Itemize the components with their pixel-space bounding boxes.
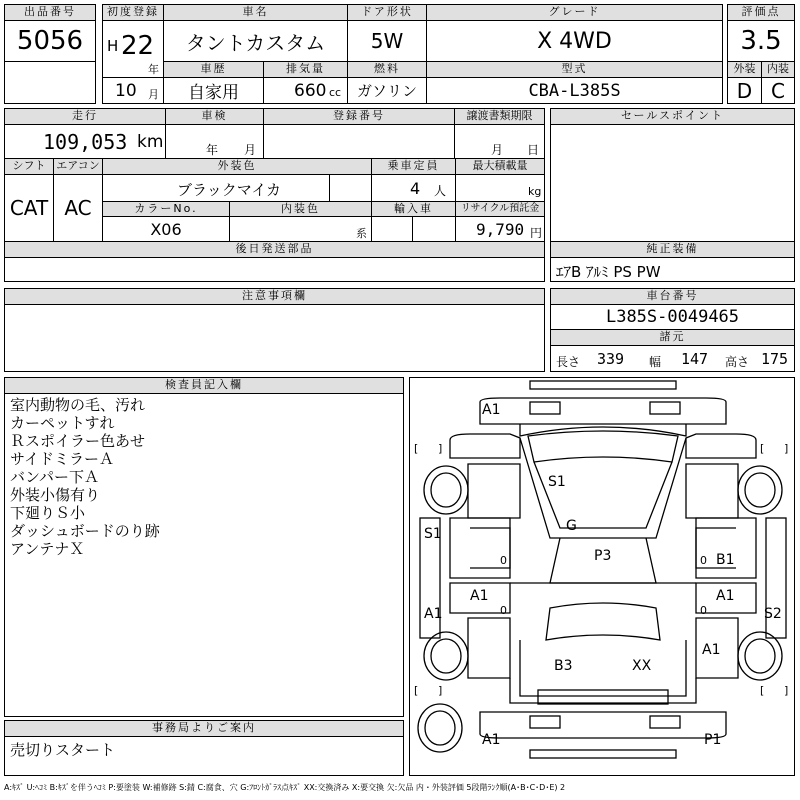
name-label: 車名 xyxy=(163,4,348,21)
svg-text:[: [ xyxy=(760,442,765,455)
mark-roof-rear: P3 xyxy=(594,548,612,564)
svg-text:0: 0 xyxy=(500,554,507,567)
office-text: 売切りスタート xyxy=(10,741,116,759)
import-label: 輸入車 xyxy=(371,201,456,217)
mark-rear-bumper-right: P1 xyxy=(704,732,722,748)
later-parts-box xyxy=(4,257,545,282)
rear-plate-area xyxy=(538,690,668,704)
mark-rear-bumper-left: A1 xyxy=(482,732,501,748)
model-label: 型式 xyxy=(426,61,723,78)
rear-bumper-strip xyxy=(530,750,676,758)
interior-grade: C xyxy=(761,77,795,104)
inspector-line: 外装小傷有り xyxy=(10,486,101,504)
spec-cell xyxy=(550,345,795,372)
height-label: 高さ xyxy=(725,355,750,369)
length-label: 長さ xyxy=(556,355,581,369)
capacity-cell xyxy=(371,174,456,202)
equipment-label: 純正装備 xyxy=(550,241,795,258)
front-plate-left xyxy=(530,402,560,414)
equipment: ｴｱB ｱﾙﾐ PS PW xyxy=(556,263,661,281)
later-parts-label: 後日発送部品 xyxy=(4,241,545,258)
reg-month-cell xyxy=(102,77,164,104)
car-diagram-svg xyxy=(410,378,794,775)
history: 自家用 xyxy=(163,77,264,104)
inspector-line: 室内動物の毛、汚れ xyxy=(10,396,146,414)
color-no-label: カラーNo. xyxy=(102,201,230,217)
interior-label: 内装 xyxy=(761,61,795,78)
mileage-unit: km xyxy=(137,132,164,152)
spec-label: 諸元 xyxy=(550,329,795,346)
front-door-left xyxy=(468,464,520,518)
reg-label: 初度登録 xyxy=(102,4,164,21)
mark-left-lower: A1 xyxy=(424,606,443,622)
front-fender-right xyxy=(686,434,756,458)
mark-right-quarter: A1 xyxy=(716,588,735,604)
inspection-year-unit: 年 xyxy=(206,143,219,157)
score: 3.5 xyxy=(727,20,795,62)
inspection-month-unit: 月 xyxy=(244,143,257,157)
mark-tailgate-left: B3 xyxy=(554,658,573,674)
svg-text:[: [ xyxy=(760,684,765,697)
svg-text:]: ] xyxy=(784,442,789,455)
sales-point-box xyxy=(550,124,795,242)
tailgate xyxy=(520,640,686,696)
int-color-cell xyxy=(229,216,372,242)
roof-panel xyxy=(534,462,672,528)
inspector-line: Ｒスポイラー色あせ xyxy=(10,432,146,450)
plate-label: 登録番号 xyxy=(263,108,455,125)
reg-month: 10 xyxy=(115,81,137,101)
load-unit: kg xyxy=(528,185,542,198)
inspector-line: カーペットすれ xyxy=(10,414,115,432)
load-label: 最大積載量 xyxy=(455,158,545,175)
mark-right-sill: S2 xyxy=(764,606,782,622)
displacement-unit: cc xyxy=(329,86,342,99)
color-extra-cell xyxy=(329,174,372,202)
caution-label: 注意事項欄 xyxy=(4,288,545,305)
reg-year: 22 xyxy=(121,31,155,61)
displacement: 660 xyxy=(294,81,327,101)
rear-fender-left xyxy=(468,618,510,678)
inspector-lines xyxy=(10,396,160,558)
aircon-label: エアコン xyxy=(53,158,103,175)
length: 339 xyxy=(597,350,625,368)
mark-right-rear-door: B1 xyxy=(716,552,735,568)
int-color-unit: 系 xyxy=(356,227,367,240)
mileage-cell xyxy=(4,124,166,159)
door-label: ドア形状 xyxy=(347,4,427,21)
import-cell-b xyxy=(412,216,456,242)
transfer-label: 譲渡書類期限 xyxy=(454,108,545,125)
displacement-cell xyxy=(263,77,348,104)
mark-front-bumper: A1 xyxy=(482,402,501,418)
reg-year-unit: 年 xyxy=(148,63,159,76)
lot-number: 5056 xyxy=(4,20,96,62)
mark-left-sill: S1 xyxy=(424,526,442,542)
exterior-label: 外装 xyxy=(727,61,762,78)
inspector-line: 下廻りＳ小 xyxy=(10,504,86,522)
int-color-label: 内装色 xyxy=(229,201,372,217)
inspector-line: アンテナＸ xyxy=(10,540,85,558)
car-name: タントカスタム xyxy=(163,20,348,62)
capacity-unit: 人 xyxy=(434,184,447,198)
load-cell xyxy=(455,174,545,202)
mark-right-rear-fender: A1 xyxy=(702,642,721,658)
color-label: 外装色 xyxy=(102,158,372,175)
front-plate-right xyxy=(650,402,680,414)
mark-left-quarter: A1 xyxy=(470,588,489,604)
shift-label: シフト xyxy=(4,158,54,175)
shift: CAT xyxy=(4,174,54,242)
history-label: 車歴 xyxy=(163,61,264,78)
svg-text:]: ] xyxy=(438,442,443,455)
inspector-line: ダッシュボードのり跡 xyxy=(10,522,160,540)
svg-text:0: 0 xyxy=(700,604,707,617)
lot-blank xyxy=(4,61,96,104)
transfer-month-unit: 月 xyxy=(491,143,504,157)
capacity: 4 xyxy=(410,179,421,198)
width-label: 幅 xyxy=(649,355,662,369)
sales-label: セールスポイント xyxy=(550,108,795,125)
front-fender-left xyxy=(450,434,520,458)
rear-door-right xyxy=(696,518,756,578)
mileage: 109,053 xyxy=(43,130,128,154)
recycle-unit: 円 xyxy=(530,226,543,240)
recycle-label: リサイクル預託金 xyxy=(455,201,545,217)
rear-door-left xyxy=(450,518,510,578)
inspection-cell xyxy=(165,124,264,159)
import-cell-a xyxy=(371,216,413,242)
windshield-area xyxy=(528,431,678,462)
color-name: ブラックマイカ xyxy=(177,181,281,199)
color-cell xyxy=(102,174,330,202)
transfer-day-unit: 日 xyxy=(527,143,540,157)
color-no: X06 xyxy=(102,216,230,242)
score-label: 評価点 xyxy=(727,4,795,21)
plate-cell xyxy=(263,124,455,159)
fuel-label: 燃料 xyxy=(347,61,427,78)
rear-window xyxy=(546,603,660,640)
front-bumper-strip xyxy=(530,381,676,389)
caution-box xyxy=(4,304,545,372)
reg-era: H xyxy=(107,37,119,55)
inspection-label: 車検 xyxy=(165,108,264,125)
lot-label: 出品番号 xyxy=(4,4,96,21)
fuel: ガソリン xyxy=(347,77,427,104)
rear-bumper xyxy=(480,712,726,738)
model-code: CBA-L385S xyxy=(426,77,723,104)
svg-text:0: 0 xyxy=(500,604,507,617)
exterior-grade: D xyxy=(727,77,762,104)
svg-text:[: [ xyxy=(414,684,419,697)
inspector-box xyxy=(4,393,404,717)
mark-tailgate-right: XX xyxy=(632,658,652,674)
recycle-cell xyxy=(455,216,545,242)
svg-text:]: ] xyxy=(438,684,443,697)
inspector-label: 検査員記入欄 xyxy=(4,377,404,394)
office-box xyxy=(4,736,404,776)
grade: X 4WD xyxy=(426,20,723,62)
door-type: 5W xyxy=(347,20,427,62)
front-door-right xyxy=(686,464,738,518)
svg-text:]: ] xyxy=(784,684,789,697)
car-diagram xyxy=(409,377,795,776)
width: 147 xyxy=(681,350,709,368)
rear-plate-right xyxy=(650,716,680,728)
displacement-label: 排気量 xyxy=(263,61,348,78)
inspector-line: バンパー下Ａ xyxy=(10,468,99,486)
reg-month-unit: 月 xyxy=(148,88,159,101)
mark-roof-front: S1 xyxy=(548,474,566,490)
grade-label: グレード xyxy=(426,4,723,21)
office-label: 事務局よりご案内 xyxy=(4,720,404,737)
mark-roof-mid: G xyxy=(566,518,577,534)
reg-year-cell xyxy=(102,20,164,78)
mileage-label: 走行 xyxy=(4,108,166,125)
transfer-cell xyxy=(454,124,545,159)
recycle-amount: 9,790 xyxy=(476,220,525,239)
svg-text:[: [ xyxy=(414,442,419,455)
capacity-label: 乗車定員 xyxy=(371,158,456,175)
legend-text: A:ｷｽﾞ U:ﾍｺﾐ B:ｷｽﾞを伴うﾍｺﾐ P:要塗装 W:補修跡 S:錆 C:腐食、穴 G:ﾌﾛﾝﾄｶﾞﾗｽ点ｷｽﾞ XX:交換済み X:要交換 欠:欠品 内・外装評価 5段階ﾗﾝｸ順(A･B･C･D･E) 2 xyxy=(4,783,566,792)
aircon: AC xyxy=(53,174,103,242)
rear-plate-left xyxy=(530,716,560,728)
chassis-label: 車台番号 xyxy=(550,288,795,305)
inspector-line: サイドミラーＡ xyxy=(10,450,114,468)
height: 175 xyxy=(761,350,789,368)
equipment-cell xyxy=(550,257,795,282)
chassis-number: L385S-0049465 xyxy=(550,304,795,330)
front-bumper xyxy=(480,398,726,424)
svg-text:0: 0 xyxy=(700,554,707,567)
